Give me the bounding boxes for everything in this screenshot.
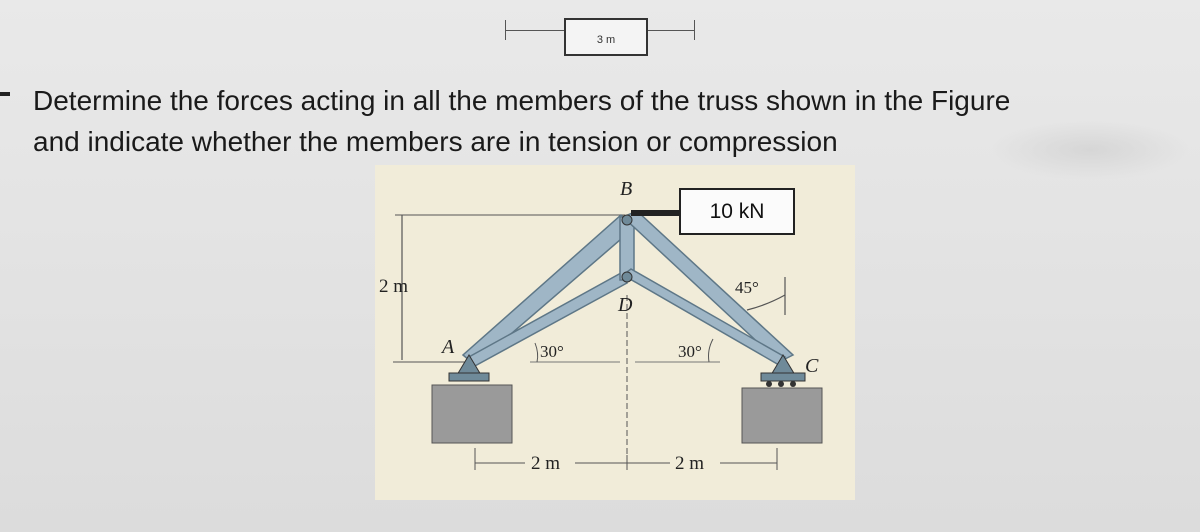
foundation-left — [432, 385, 512, 443]
joint-label-B: B — [620, 178, 633, 200]
top-dimension-tick-left — [505, 20, 506, 40]
angle-left-label: 30° — [540, 342, 564, 361]
joint-label-C: C — [805, 355, 819, 377]
top-dimension-label: 3 m — [564, 18, 648, 56]
angle-45-label: 45° — [735, 278, 759, 297]
joint-label-D: D — [618, 294, 633, 316]
load-label: 10 kN — [679, 188, 795, 235]
support-A — [432, 355, 512, 443]
background-smudge — [990, 120, 1190, 180]
base-left-label: 2 m — [531, 453, 561, 474]
question-line-2: and indicate whether the members are in tension or compression — [33, 126, 838, 157]
joint-D-pin — [622, 272, 632, 282]
top-dimension-tick-right — [694, 20, 695, 40]
height-label: 2 m — [379, 276, 409, 297]
angle-right-label: 30° — [678, 342, 702, 361]
question-line-1: Determine the forces acting in all the members of the truss shown in the Figure — [33, 85, 1011, 116]
joint-B-pin — [622, 215, 632, 225]
angle-right-arc — [709, 339, 714, 362]
angle-45-arc — [747, 295, 785, 310]
foundation-right — [742, 388, 822, 443]
angle-left-arc — [535, 343, 538, 362]
base-right-label: 2 m — [675, 453, 705, 474]
load-arm — [631, 210, 681, 216]
joint-label-A: A — [442, 336, 455, 358]
question-number-marker — [0, 92, 10, 96]
